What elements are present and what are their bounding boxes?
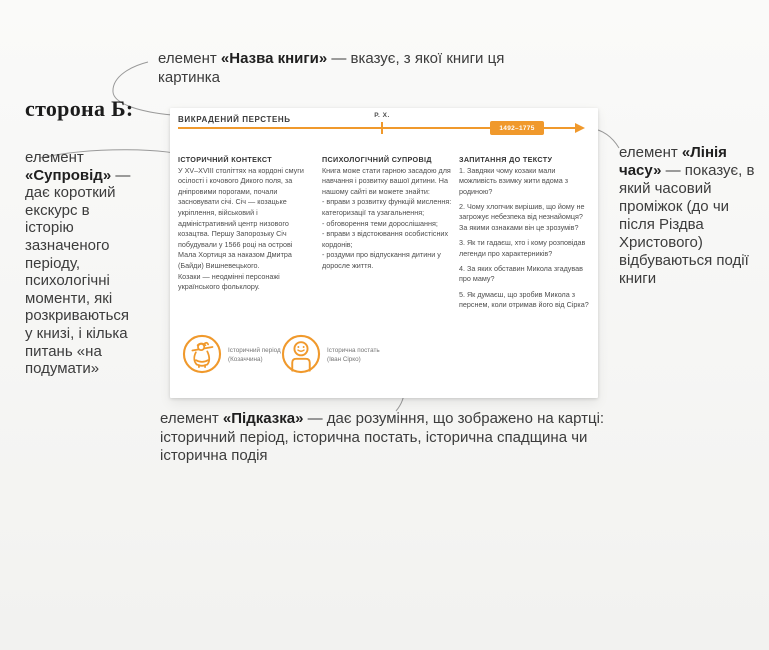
annotation-timeline <box>619 144 762 288</box>
column-paragraph: У XV–XVIII століттях на кордоні смуги осілості і кочового Дикого поля, за дніпровими порогами, почали засновувати січі. Січ — козацьке укріплення, військовий і адміністративний центр низового козацтва. Першу Запорозьку Січ побудували у 1566 році на острові Мала Хортиця за наказом Дмитра (Байди) Вишневецького. <box>178 165 304 270</box>
legend-title: Історична постать <box>327 347 380 354</box>
legend-label <box>228 347 281 365</box>
annotation-element-name: «Лінія часу» <box>619 144 727 179</box>
timeline-era-label: Р. Х. <box>374 112 390 119</box>
column-paragraph: Козаки — неодмінні персонажі українського фольклору. <box>178 271 280 292</box>
list-item: - вправи з відстоювання особистісних кордонів; <box>322 229 449 249</box>
column-heading: ПСИХОЛОГІЧНИЙ СУПРОВІД <box>322 155 432 164</box>
column-paragraph: Книга може стати гарною засадою для навчання і розвитку вашої дитини. На нашому сайті ви можете знайти: <box>322 165 451 196</box>
book-card <box>170 108 598 398</box>
list-item: - обговорення теми дорослішання; <box>322 218 438 228</box>
legend-title: Історичний період <box>228 347 281 354</box>
column-text-questions <box>459 155 591 315</box>
list-item: - роздуми про відпускання дитини у доросле життя. <box>322 250 441 270</box>
annotation-book-title <box>158 50 510 87</box>
question-item: 4. За яких обставин Микола згадував про маму? <box>459 263 583 284</box>
column-heading: ІСТОРИЧНИЙ КОНТЕКСТ <box>178 155 273 164</box>
question-item: 3. Як ти гадаєш, хто і кому розповідав легенди про характерників? <box>459 238 586 258</box>
annotation-text: — дає короткий екскурс в історію зазначеного періоду, психологічні моменти, які розкриваються у книзі, і кілька питань «на подумати» <box>25 166 131 378</box>
annotation-hint <box>160 410 622 466</box>
timeline-arrow-icon <box>575 123 585 133</box>
question-item: 5. Як думаєш, що зробив Микола з перснем, коли отримав його від Сірка? <box>459 289 589 310</box>
legend-label <box>327 347 380 365</box>
column-heading: ЗАПИТАННЯ ДО ТЕКСТУ <box>459 155 553 164</box>
annotation-accompaniment <box>25 149 139 378</box>
cossack-icon <box>181 333 223 375</box>
question-item: 2. Чому хлопчик вирішив, що йому не загрожує небезпека від незнайомця? За якими ознаками він це зрозумів? <box>459 201 585 233</box>
list-item: - вправи з розвитку функцій мислення: категоризації та узагальнення; <box>322 197 452 217</box>
page-title: сторона Б: <box>25 96 134 121</box>
annotation-text: — вказує, з якої книги ця картинка <box>158 50 505 86</box>
annotation-prefix: елемент <box>25 149 84 166</box>
annotation-text: — показує, в який часовий проміжок (до чи після Різдва Христового) відбуваються події книги <box>619 162 755 287</box>
annotation-prefix: елемент <box>160 410 223 427</box>
card-book-title: ВИКРАДЕНИЙ ПЕРСТЕНЬ <box>178 115 291 124</box>
annotation-element-name: «Назва книги» <box>220 50 328 67</box>
legend-subtitle: (Козаччина) <box>228 355 263 363</box>
annotation-text: — дає розуміння, що зображено на картці: історичний період, історична постать, історична спадщина чи історична подія <box>160 410 605 464</box>
column-psychological-support <box>322 155 452 272</box>
column-historical-context <box>178 155 308 293</box>
annotation-element-name: «Супровід» <box>25 166 112 184</box>
question-item: 1. Завдяки чому козаки мали можливість взимку жити вдома з родиною? <box>459 165 569 196</box>
annotation-element-name: «Підказка» <box>222 410 304 427</box>
annotation-prefix: елемент <box>158 50 221 67</box>
person-icon <box>280 333 322 375</box>
timeline-period-badge: 1492–1775 <box>490 121 544 135</box>
legend-subtitle: (Іван Сірко) <box>327 355 361 363</box>
annotation-prefix: елемент <box>619 144 682 161</box>
timeline-era-tick <box>381 122 383 134</box>
